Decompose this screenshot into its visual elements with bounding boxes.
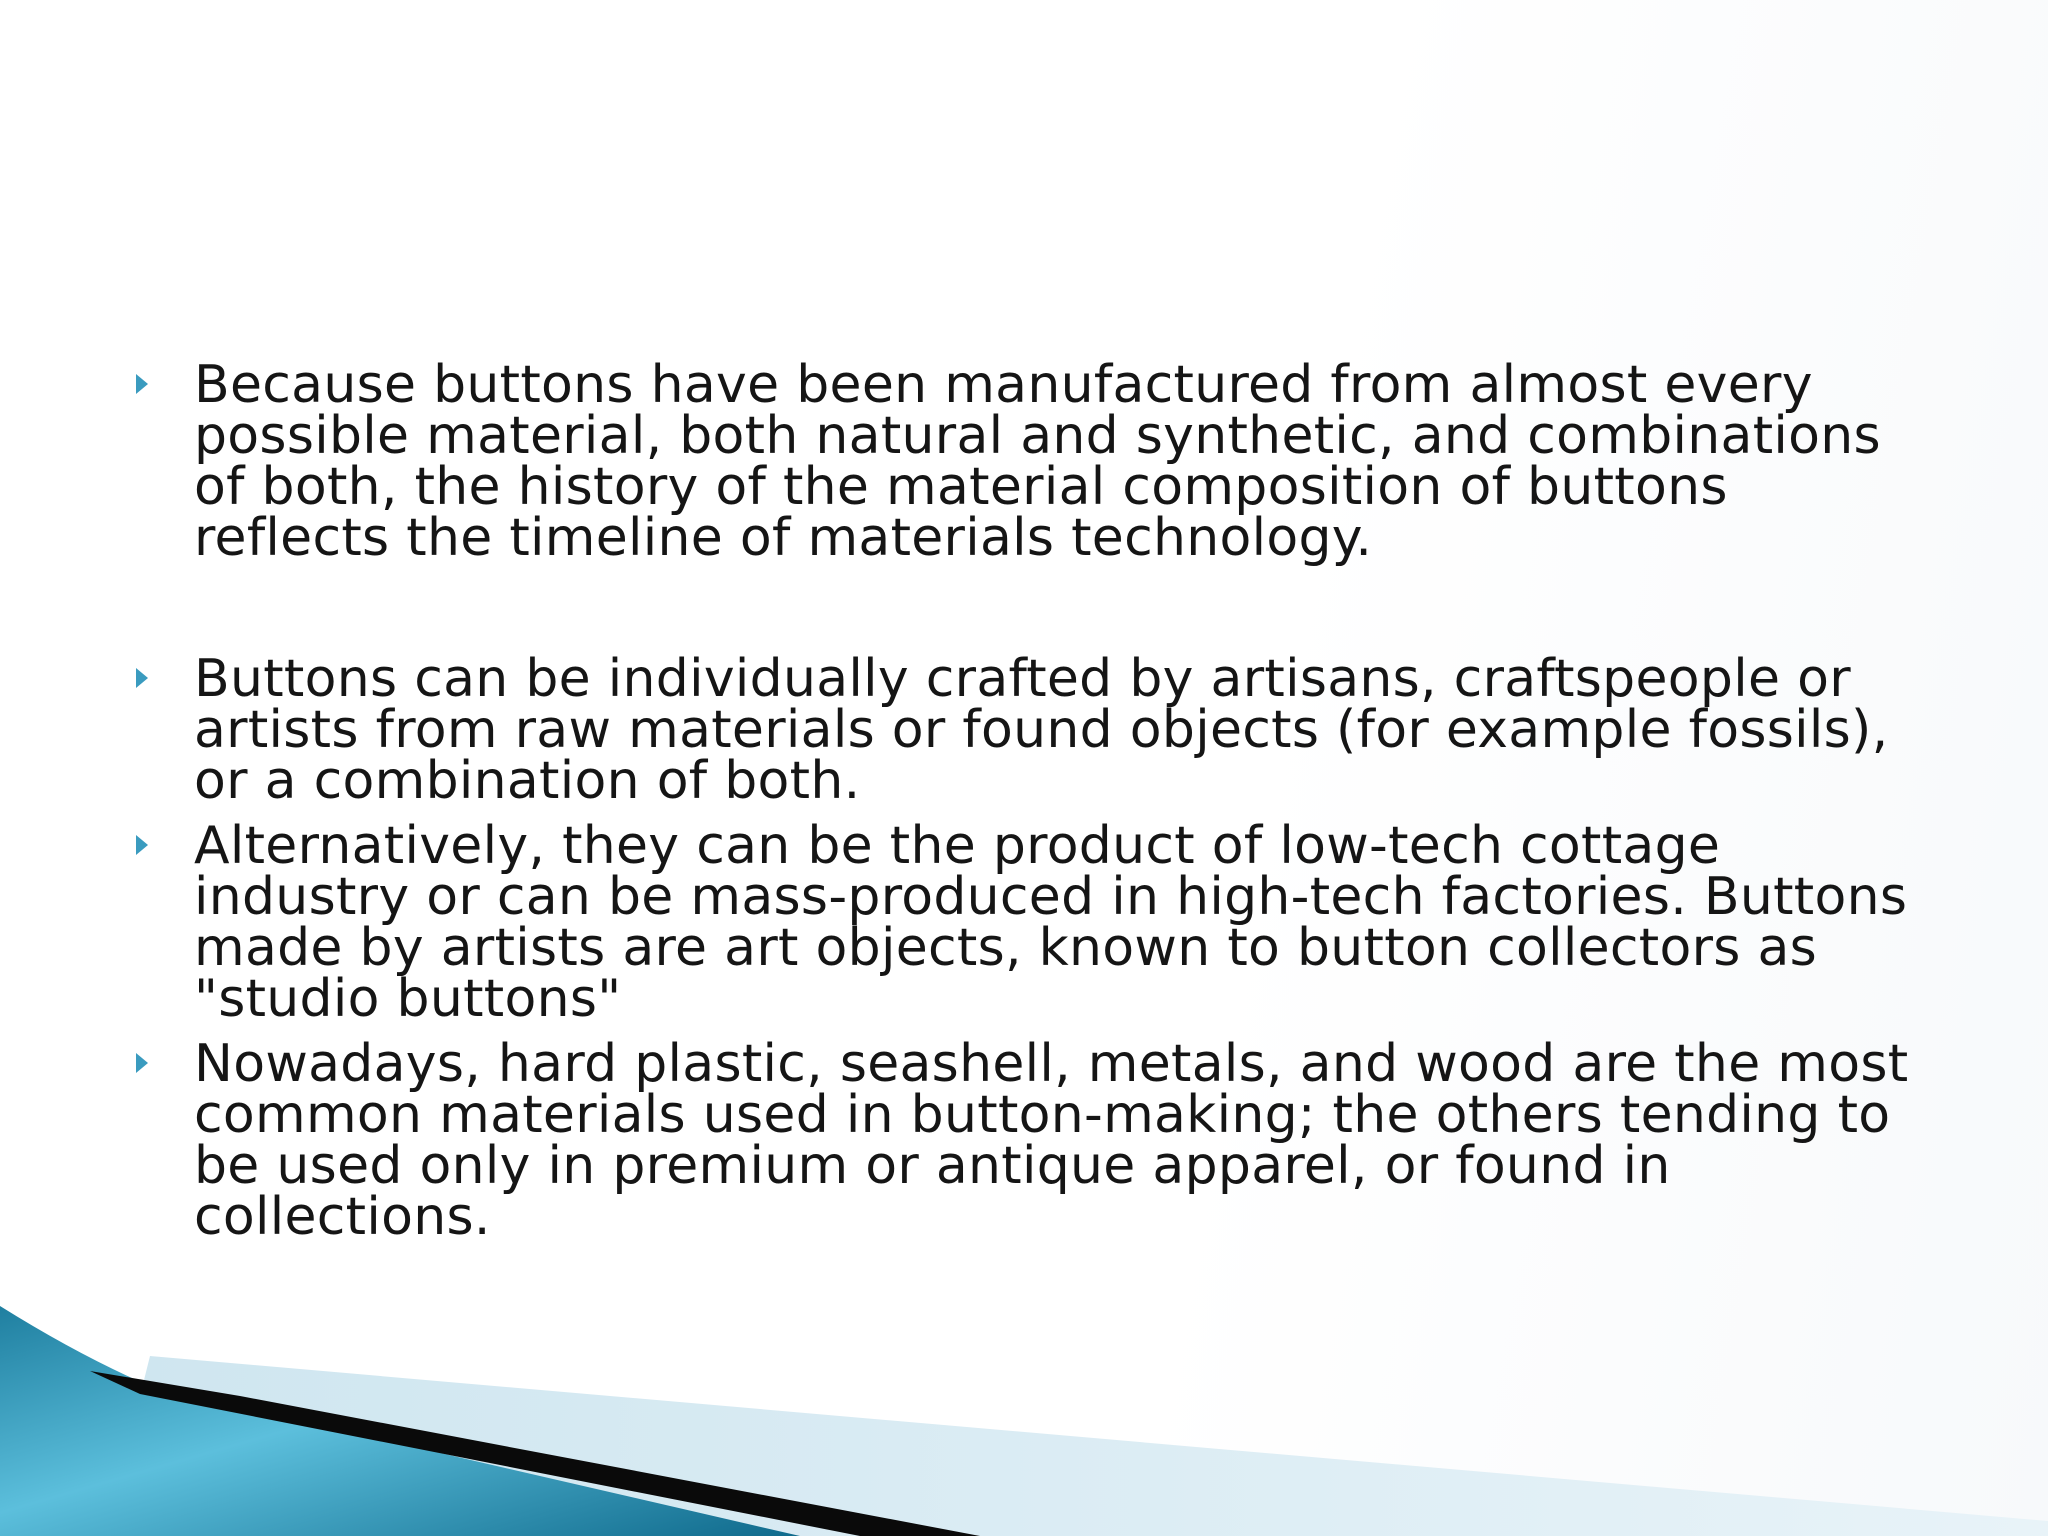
bullet-text: Nowadays, hard plastic, seashell, metals, and wood are the most common materials used in button-making; the others tending to be used only in premium or antique apparel, or found in collections. — [194, 1034, 1909, 1247]
bottom-wave-decoration — [0, 1276, 2048, 1536]
bullet-item — [136, 1034, 1936, 1247]
triangle-bullet-icon — [136, 1053, 148, 1073]
bullet-item — [136, 816, 1936, 1029]
bullet-text: Because buttons have been manufactured from almost every possible material, both natural and synthetic, and combinations of both, the history of the material composition of buttons reflects the timeline of materials technology. — [194, 355, 1881, 568]
bullet-item — [136, 355, 1936, 568]
triangle-bullet-icon — [136, 835, 148, 855]
bullet-list — [136, 355, 1936, 1247]
bullet-text: Buttons can be individually crafted by artisans, craftspeople or artists from raw materials or found objects (for example fossils), or a combination of both. — [194, 649, 1889, 811]
triangle-bullet-icon — [136, 374, 148, 394]
triangle-bullet-icon — [136, 668, 148, 688]
bullet-item — [136, 649, 1936, 811]
bullet-text: Alternatively, they can be the product of low-tech cottage industry or can be mass-produced in high-tech factories. Buttons made by artists are art objects, known to button collectors as "studio buttons" — [194, 816, 1908, 1029]
